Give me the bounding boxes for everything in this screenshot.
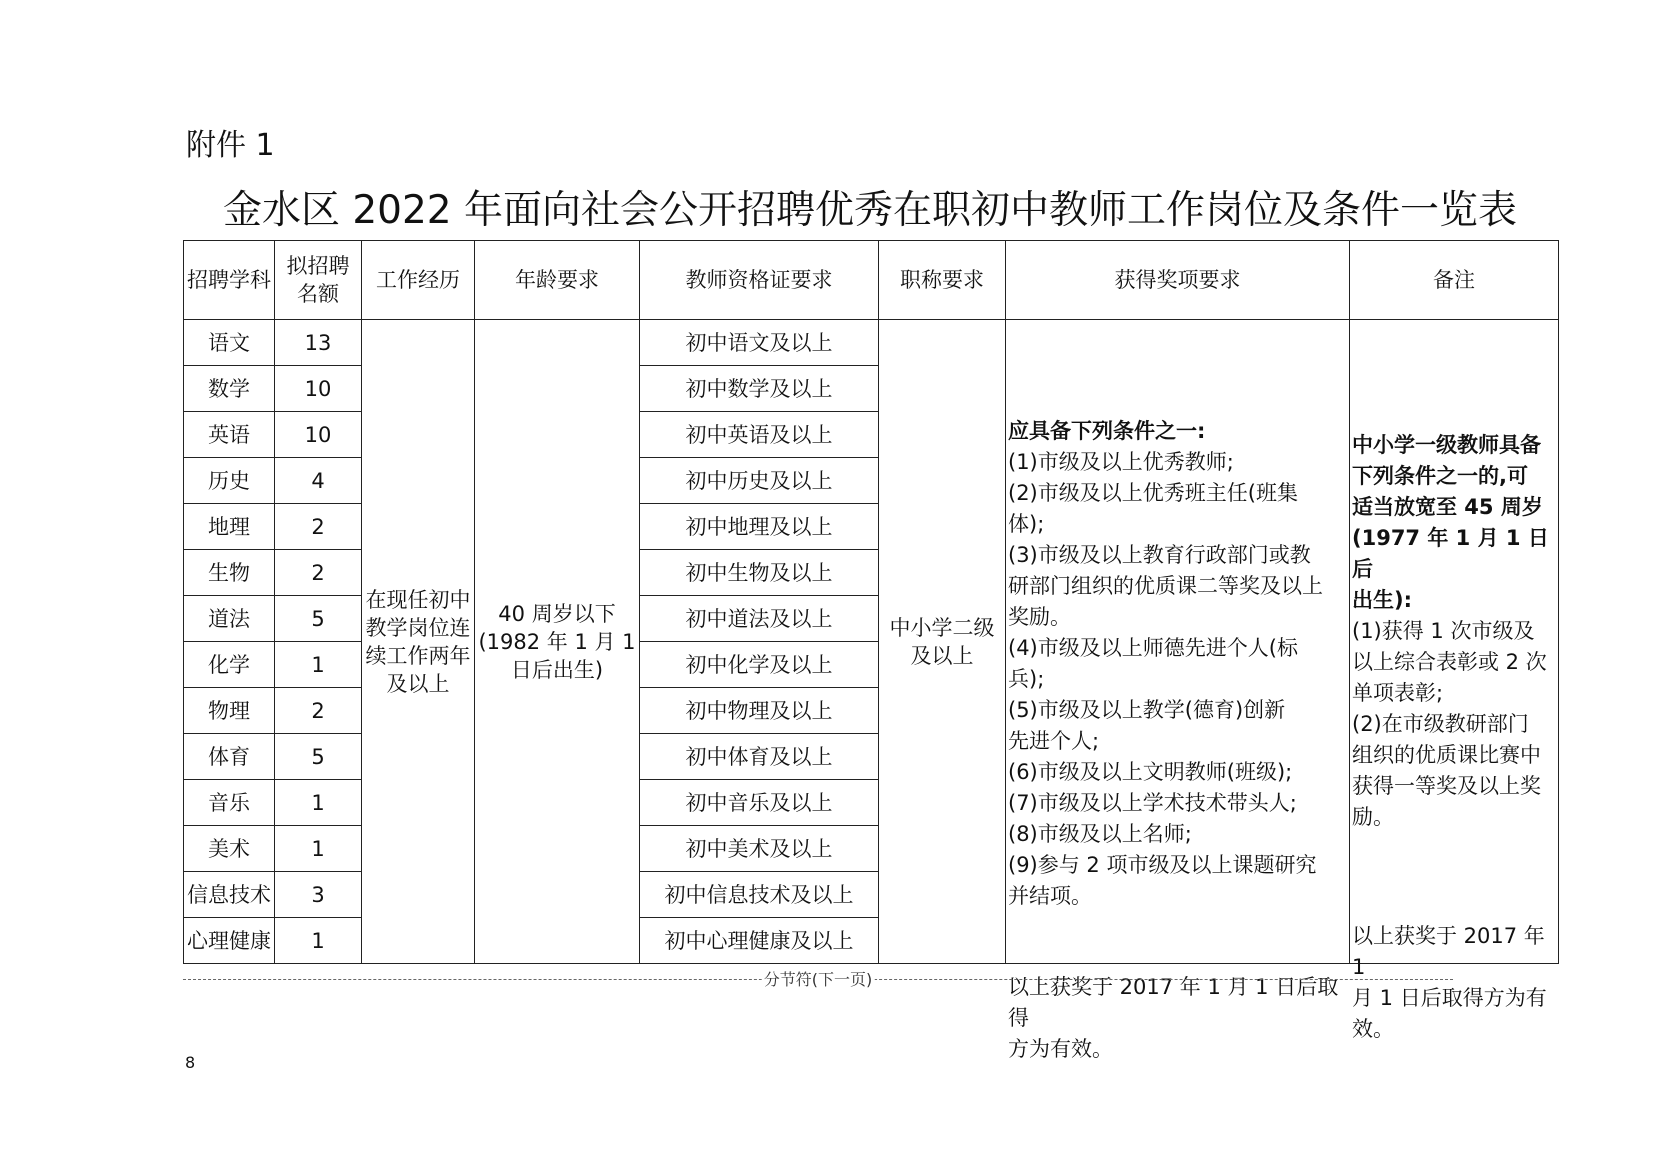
section-break-label: 分节符(下一页) <box>762 966 875 994</box>
awards-cell <box>1006 320 1350 1061</box>
age-line: 日后出生) <box>510 657 604 682</box>
header-age: 年龄要求 <box>475 241 640 320</box>
notes-line: 励。 <box>1352 805 1394 829</box>
subject-cell: 物理 <box>184 688 275 734</box>
count-cell: 13 <box>275 320 362 366</box>
certificate-cell: 初中英语及以上 <box>640 412 879 458</box>
count-cell: 4 <box>275 458 362 504</box>
count-cell: 2 <box>275 504 362 550</box>
certificate-cell: 初中化学及以上 <box>640 642 879 688</box>
notes-foot-line: 效。 <box>1352 1017 1394 1041</box>
subject-cell: 历史 <box>184 458 275 504</box>
notes-heading-line: 出生): <box>1352 588 1412 612</box>
awards-line: 奖励。 <box>1008 605 1071 629</box>
title-requirement-line: 及以上 <box>910 643 974 668</box>
count-cell: 5 <box>275 596 362 642</box>
experience-line: 及以上 <box>386 671 450 696</box>
subject-cell: 心理健康 <box>184 918 275 964</box>
subject-cell: 地理 <box>184 504 275 550</box>
notes-list <box>1352 430 1556 833</box>
awards-line: (6)市级及以上文明教师(班级); <box>1008 760 1293 784</box>
header-count-line2: 名额 <box>297 282 339 306</box>
subject-cell: 语文 <box>184 320 275 366</box>
certificate-cell: 初中地理及以上 <box>640 504 879 550</box>
count-cell: 1 <box>275 642 362 688</box>
awards-line: 并结项。 <box>1008 884 1092 908</box>
certificate-cell: 初中美术及以上 <box>640 826 879 872</box>
notes-heading-line: 中小学一级教师具备 <box>1352 433 1541 457</box>
subject-cell: 道法 <box>184 596 275 642</box>
certificate-cell: 初中物理及以上 <box>640 688 879 734</box>
awards-line: (2)市级及以上优秀班主任(班集 <box>1008 481 1298 505</box>
age-line: (1982 年 1 月 1 <box>478 629 636 654</box>
awards-foot-line: 以上获奖于 2017 年 1 月 1 日后取得 <box>1008 975 1339 1030</box>
awards-line: (8)市级及以上名师; <box>1008 822 1192 846</box>
certificate-cell: 初中生物及以上 <box>640 550 879 596</box>
subject-cell: 美术 <box>184 826 275 872</box>
awards-line: 先进个人; <box>1008 729 1100 753</box>
notes-foot-line: 以上获奖于 2017 年 1 <box>1352 924 1545 979</box>
document-title: 金水区 2022 年面向社会公开招聘优秀在职初中教师工作岗位及条件一览表 <box>222 188 1518 233</box>
awards-line: (5)市级及以上教学(德育)创新 <box>1008 698 1286 722</box>
awards-line: 体); <box>1008 512 1045 536</box>
header-count <box>275 241 362 320</box>
count-cell: 10 <box>275 412 362 458</box>
notes-line: (1)获得 1 次市级及 <box>1352 619 1535 643</box>
experience-line: 续工作两年 <box>365 643 471 668</box>
header-title-requirement: 职称要求 <box>879 241 1006 320</box>
count-cell: 10 <box>275 366 362 412</box>
certificate-cell: 初中语文及以上 <box>640 320 879 366</box>
awards-line: (1)市级及以上优秀教师; <box>1008 450 1234 474</box>
awards-line: (7)市级及以上学术技术带头人; <box>1008 791 1297 815</box>
section-break <box>183 966 1453 994</box>
count-cell: 5 <box>275 734 362 780</box>
count-cell: 2 <box>275 550 362 596</box>
awards-heading: 应具备下列条件之一: <box>1008 419 1206 443</box>
page-number: 8 <box>185 1053 196 1072</box>
subject-cell: 信息技术 <box>184 872 275 918</box>
count-cell: 2 <box>275 688 362 734</box>
awards-line: 研部门组织的优质课二等奖及以上 <box>1008 574 1323 598</box>
certificate-cell: 初中道法及以上 <box>640 596 879 642</box>
notes-line: 以上综合表彰或 2 次 <box>1352 650 1547 674</box>
header-count-line1: 拟招聘 <box>286 254 350 278</box>
header-certificate: 教师资格证要求 <box>640 241 879 320</box>
certificate-cell: 初中音乐及以上 <box>640 780 879 826</box>
count-cell: 3 <box>275 872 362 918</box>
notes-line: 单项表彰; <box>1352 681 1444 705</box>
header-row <box>184 241 1559 320</box>
subject-cell: 数学 <box>184 366 275 412</box>
header-notes: 备注 <box>1350 241 1559 320</box>
subject-cell: 英语 <box>184 412 275 458</box>
awards-line: (3)市级及以上教育行政部门或教 <box>1008 543 1311 567</box>
age-cell <box>475 320 640 964</box>
notes-foot-line: 月 1 日后取得方为有 <box>1352 986 1547 1010</box>
subject-cell: 音乐 <box>184 780 275 826</box>
experience-line: 在现任初中 <box>365 587 471 612</box>
count-cell: 1 <box>275 918 362 964</box>
header-experience: 工作经历 <box>362 241 475 320</box>
notes-line: (2)在市级教研部门 <box>1352 712 1529 736</box>
certificate-cell: 初中历史及以上 <box>640 458 879 504</box>
notes-heading-line: 适当放宽至 45 周岁 <box>1352 495 1543 519</box>
subject-cell: 体育 <box>184 734 275 780</box>
notes-line: 组织的优质课比赛中 <box>1352 743 1541 767</box>
title-requirement-line: 中小学二级 <box>889 615 995 640</box>
awards-foot-line: 方为有效。 <box>1008 1037 1113 1061</box>
certificate-cell: 初中体育及以上 <box>640 734 879 780</box>
experience-cell <box>362 320 475 964</box>
title-requirement-cell <box>879 320 1006 964</box>
header-awards: 获得奖项要求 <box>1006 241 1350 320</box>
notes-cell <box>1350 320 1559 1041</box>
certificate-cell: 初中信息技术及以上 <box>640 872 879 918</box>
header-subject: 招聘学科 <box>184 241 275 320</box>
count-cell: 1 <box>275 780 362 826</box>
table-row <box>184 320 1559 366</box>
notes-heading-line: (1977 年 1 月 1 日后 <box>1352 526 1549 581</box>
count-cell: 1 <box>275 826 362 872</box>
subject-cell: 生物 <box>184 550 275 596</box>
certificate-cell: 初中心理健康及以上 <box>640 918 879 964</box>
age-line: 40 周岁以下 <box>498 601 616 626</box>
awards-list <box>1008 416 1347 912</box>
notes-heading-line: 下列条件之一的,可 <box>1352 464 1528 488</box>
attachment-label: 附件 1 <box>186 128 275 163</box>
notes-line: 获得一等奖及以上奖 <box>1352 774 1541 798</box>
awards-line: (9)参与 2 项市级及以上课题研究 <box>1008 853 1317 877</box>
certificate-cell: 初中数学及以上 <box>640 366 879 412</box>
experience-line: 教学岗位连 <box>365 615 471 640</box>
awards-line: (4)市级及以上师德先进个人(标 <box>1008 636 1298 660</box>
awards-line: 兵); <box>1008 667 1045 691</box>
subject-cell: 化学 <box>184 642 275 688</box>
